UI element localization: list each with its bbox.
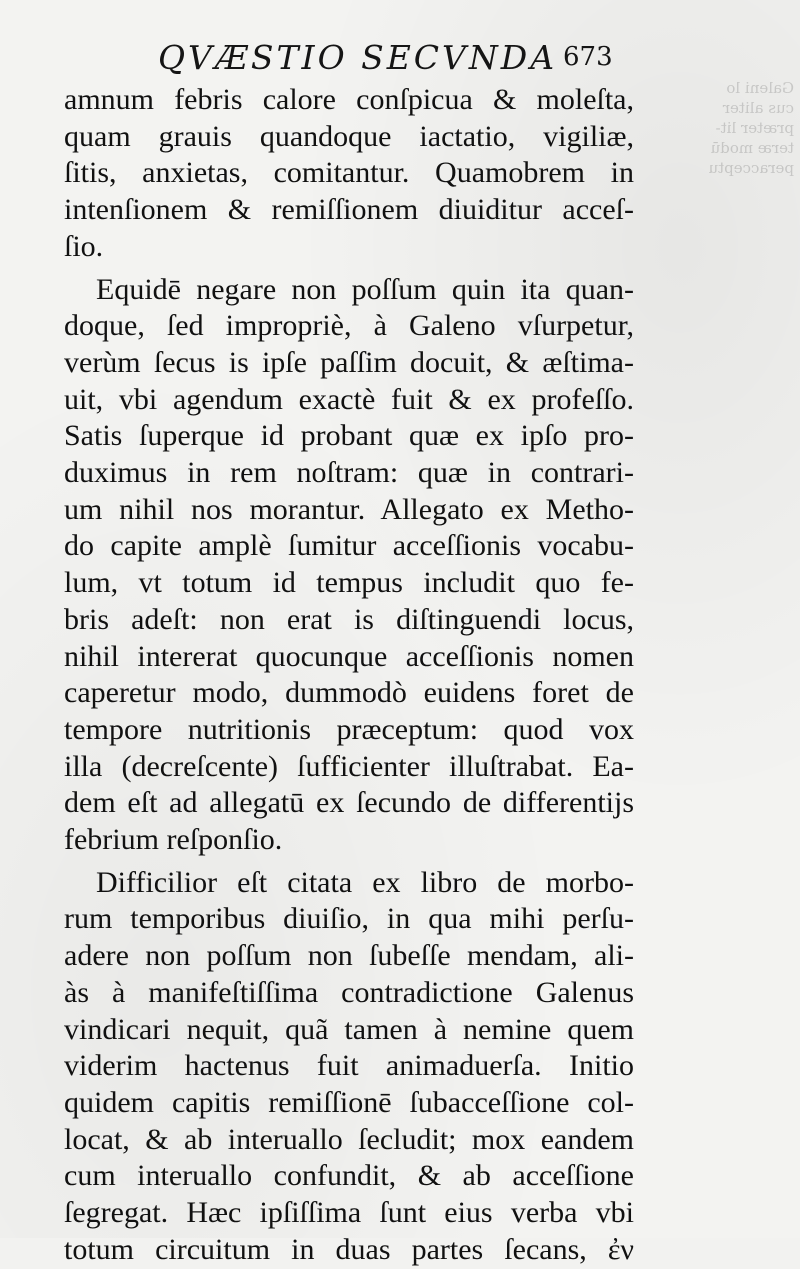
page-number: 673 bbox=[563, 42, 613, 72]
bleed-line: præter lit- bbox=[715, 119, 794, 137]
text-line: viderim hactenus fuit animaduerſa. Initio bbox=[64, 1049, 634, 1083]
text-line: ſegregat. Hæc ipſiſſima ſunt eius verba vbi bbox=[64, 1196, 634, 1230]
bleed-line: Galeni lo bbox=[726, 79, 794, 97]
text-line: do capite amplè ſumitur acceſſionis vocabu- bbox=[64, 529, 634, 563]
text-line: doque, ſed impropriè, à Galeno vſurpetur, bbox=[64, 309, 634, 343]
text-line: ſio. bbox=[64, 229, 104, 263]
paragraph-1 bbox=[64, 82, 634, 266]
bleed-through-text bbox=[644, 78, 794, 238]
text-line: quidem capitis remiſſionē ſubacceſſione col- bbox=[64, 1085, 634, 1119]
text-line: Equidē negare non poſſum quin ita quan- bbox=[96, 272, 634, 306]
text-line: nihil intererat quocunque acceſſionis nomen bbox=[64, 639, 634, 673]
text-line: quam grauis quandoque iactatio, vigiliæ, bbox=[64, 119, 634, 153]
text-line: tempore nutritionis præceptum: quod vox bbox=[64, 712, 634, 746]
text-line: bris adeſt: non erat is diſtinguendi locus, bbox=[64, 602, 634, 636]
text-line: adere non poſſum non ſubeſſe mendam, ali- bbox=[64, 939, 634, 973]
paragraph-2 bbox=[64, 272, 634, 859]
text-line: rum temporibus diuiſio, in qua mihi perſu- bbox=[64, 902, 634, 936]
bleed-line: teræ modū bbox=[710, 139, 794, 157]
text-line: amnum febris calore conſpicua & moleſta, bbox=[64, 83, 634, 116]
text-line: um nihil nos morantur. Allegato ex Metho- bbox=[64, 492, 634, 526]
bleed-line: peracceptu bbox=[708, 159, 794, 177]
text-line: locat, & ab interuallo ſecludit; mox eandem bbox=[64, 1122, 634, 1156]
text-line: às à manifeſtiſſima contradictione Galenus bbox=[64, 975, 634, 1009]
text-line: Difficilior eſt citata ex libro de morbo- bbox=[96, 865, 634, 899]
text-line: illa (decreſcente) ſufficienter illuſtrabat. Ea- bbox=[64, 749, 634, 783]
text-line: cum interuallo confundit, & ab acceſſione bbox=[64, 1159, 634, 1193]
text-line: febrium reſponſio. bbox=[64, 823, 283, 857]
paragraph-3 bbox=[64, 865, 634, 1269]
text-line: duximus in rem noſtram: quæ in contrari- bbox=[64, 456, 634, 490]
body-text bbox=[64, 82, 634, 1269]
text-line: lum, vt totum id tempus includit quo fe- bbox=[64, 566, 634, 600]
text-line: intenſionem & remiſſionem diuiditur acceſ- bbox=[64, 193, 634, 227]
text-line: totum circuitum in duas partes ſecans, ἐν bbox=[64, 1232, 634, 1266]
text-line: vindicari nequit, quã tamen à nemine quem bbox=[64, 1012, 634, 1046]
text-line: dem eſt ad allegatū ex ſecundo de differentijs bbox=[64, 786, 634, 820]
text-line: ſitis, anxietas, comitantur. Quamobrem in bbox=[64, 156, 634, 190]
text-line: Satis ſuperque id probant quæ ex ipſo pro- bbox=[64, 419, 634, 453]
text-line: verùm ſecus is ipſe paſſim docuit, & æſtima- bbox=[64, 345, 634, 379]
text-line: caperetur modo, dummodò euidens foret de bbox=[64, 676, 634, 710]
running-head bbox=[100, 34, 720, 82]
bleed-line: cus aliter bbox=[722, 99, 794, 117]
running-title: QVÆSTIO SECVNDA bbox=[158, 38, 558, 77]
text-line: uit, vbi agendum exactè fuit & ex profeſſo. bbox=[64, 382, 634, 416]
